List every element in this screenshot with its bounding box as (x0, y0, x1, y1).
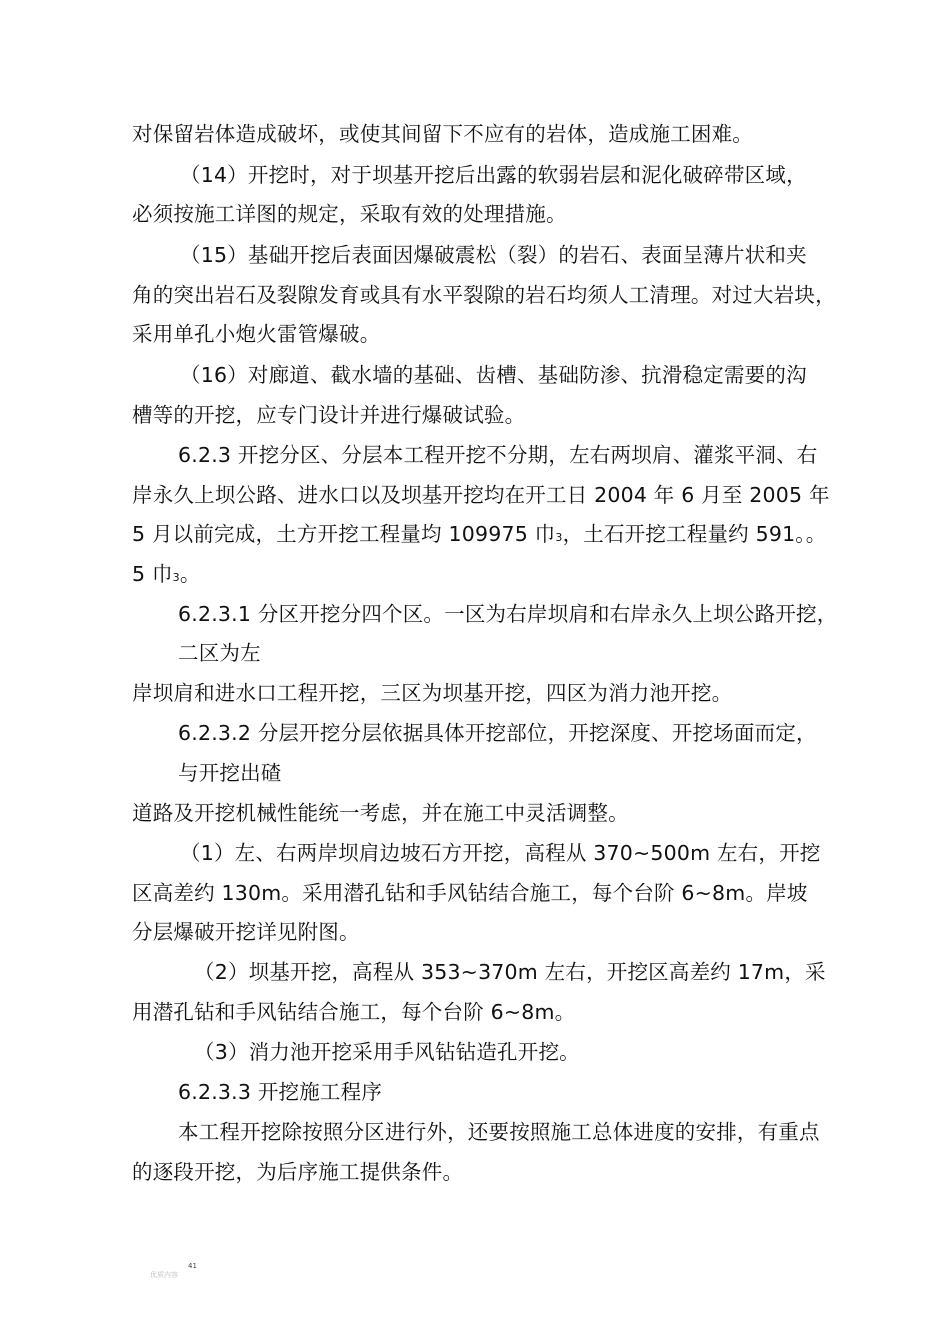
body-text-line: （2）坝基开挖，高程从 353~370m 左右，开挖区高差约 17m，采 (194, 960, 826, 984)
body-text-line: （14）开挖时，对于坝基开挖后出露的软弱岩层和泥化破碎带区域， (180, 163, 807, 187)
body-text-line: 用潜孔钻和手风钻结合施工，每个台阶 6~8m。 (132, 1000, 576, 1024)
body-text-line: 槽等的开挖，应专门设计并进行爆破试验。 (132, 403, 526, 427)
body-text-line: 道路及开挖机械性能统一考虑，并在施工中灵活调整。 (132, 801, 629, 825)
body-text-line: 区高差约 130m。采用潜孔钻和手风钻结合施工，每个台阶 6~8m。岸坡 (132, 881, 808, 905)
unit-superscript: 3 (172, 571, 180, 584)
body-text-line: 采用单孔小炮火雷管爆破。 (132, 322, 381, 346)
body-text-line: 对保留岩体造成破坏，或使其间留下不应有的岩体，造成施工困难。 (132, 122, 753, 146)
body-text-line: 岸永久上坝公路、进水口以及坝基开挖均在开工日 2004 年 6 月至 2005 年 (132, 483, 830, 507)
body-text-line: 角的突出岩石及裂隙发育或具有水平裂隙的岩石均须人工清理。对过大岩块， (132, 283, 836, 307)
body-text-line (132, 520, 826, 552)
body-text-line: 必须按施工详图的规定，采取有效的处理措施。 (132, 202, 567, 226)
body-text-line: 的逐段开挖，为后序施工提供条件。 (132, 1160, 464, 1184)
body-text-line: （15）基础开挖后表面因爆破震松（裂）的岩石、表面呈薄片状和夹 (180, 243, 807, 267)
section-heading-line: 6.2.3 开挖分区、分层本工程开挖不分期，左右两坝肩、灌浆平洞、右 (178, 443, 818, 467)
body-text-line: 与开挖出碴 (178, 761, 282, 785)
footer-watermark: 优质内容 (150, 1271, 178, 1279)
section-heading-line: 6.2.3.2 分层开挖分层依据具体开挖部位，开挖深度、开挖场面而定， (178, 721, 817, 745)
body-text-line: 二区为左 (178, 641, 261, 665)
text-segment: 5 月以前完成，土方开挖工程量均 109975 巾 (132, 522, 556, 546)
body-text-line: 岸坝肩和进水口工程开挖，三区为坝基开挖，四区为消力池开挖。 (132, 681, 733, 705)
unit-superscript: 3 (555, 531, 563, 544)
body-text-line: 本工程开挖除按照分区进行外，还要按照施工总体进度的安排，有重点 (178, 1120, 820, 1144)
page-number: 41 (188, 1262, 197, 1270)
body-text-line: （1）左、右两岸坝肩边坡石方开挖，高程从 370~500m 左右，开挖 (180, 841, 821, 865)
body-text-line: 5 巾3。 (132, 562, 201, 586)
text-segment: ，土石开挖工程量约 591。。 (562, 522, 827, 546)
text-segment: 5 巾 (132, 562, 173, 586)
body-text-line: （3）消力池开挖采用手风钻钻造孔开挖。 (194, 1040, 580, 1064)
body-text-line: 分层爆破开挖详见附图。 (132, 920, 360, 944)
section-heading-line: 6.2.3.3 开挖施工程序 (178, 1080, 383, 1104)
section-heading-line: 6.2.3.1 分区开挖分四个区。一区为右岸坝肩和右岸永久上坝公路开挖， (178, 602, 838, 626)
body-text-line: （16）对廊道、截水墙的基础、齿槽、基础防渗、抗滑稳定需要的沟 (180, 363, 807, 387)
